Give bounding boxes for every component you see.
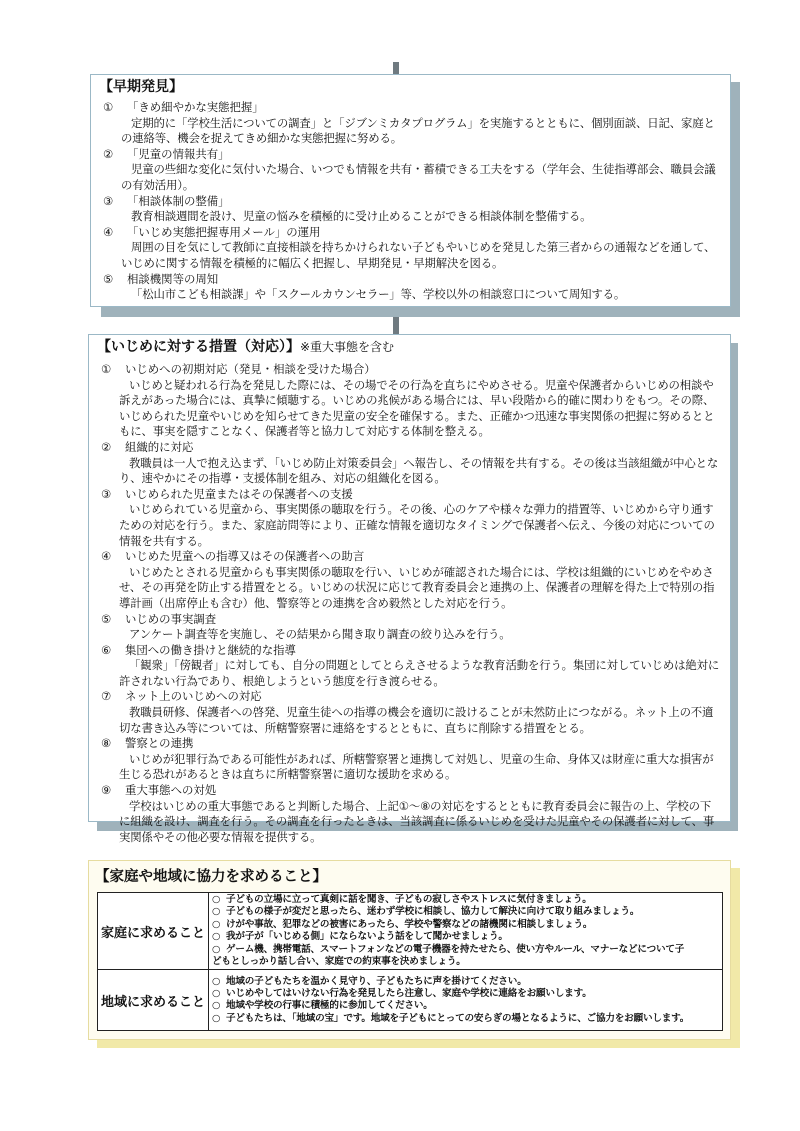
early-detection-items: [103, 100, 722, 303]
item-number: ②: [101, 439, 112, 454]
item-body: 児童の些細な変化に気付いた場合、いつでも情報を共有・蓄積できる工夫をする（学年会、生徒指導部会、職員会議の有効活用）。: [121, 162, 716, 192]
item-number: ④: [103, 224, 114, 239]
list-item-text: 子どもの様子が変だと思ったら、迷わず学校に相談し、協力して解決に向けて取り組みましょう。: [226, 906, 640, 918]
cooperation-panel: [88, 860, 731, 1040]
item-number: ⑨: [101, 783, 112, 798]
home-list: [209, 893, 723, 970]
item-heading: [103, 147, 722, 163]
item-number: ③: [103, 193, 114, 208]
list-item-text: 子どもの立場に立って真剣に話を聞き、子どもの寂しさやストレスに気付きましょう。: [226, 894, 592, 905]
list-item: [212, 894, 719, 906]
item-heading: [103, 272, 722, 288]
item-body: 教育相談週間を設け、児童の悩みを積極的に受け止めることができる相談体制を整備する。: [131, 209, 592, 224]
early-detection-title: 【早期発見】: [99, 79, 183, 95]
list-item-text: ゲーム機、携帯電話、スマートフォンなどの電子機器を持たせたら、使い方やルール、マナーなどについて子: [226, 943, 685, 955]
item-number: ⑤: [103, 271, 114, 286]
item-number: ④: [101, 549, 112, 564]
item-heading: [101, 689, 722, 705]
item-heading: [103, 225, 722, 241]
item-number: ⑧: [101, 736, 112, 751]
item-body: 教職員は一人で抱え込まず、「いじめ防止対策委員会」へ報告し、その情報を共有する。その後は当該組織が中心となり、速やかにその指導・支援体制を組み、対応の組織化を図る。: [119, 455, 719, 486]
item-number: ③: [101, 486, 112, 501]
item-heading-text: 「きめ細やかな実態把握」: [127, 100, 264, 114]
home-label: 家庭に求めること: [98, 893, 209, 970]
item-body: いじめが犯罪行為である可能性があれば、所轄警察署と連携して対処し、児童の生命、身体又は財産に重大な損害が生じる恐れがあるときは直ちに所轄警察署に適切な援助を求める。: [119, 751, 714, 782]
item-number: ⑦: [101, 689, 112, 704]
list-item-text: 地域の子どもたちを温かく見守り、子どもたちに声を掛けてください。: [226, 975, 527, 987]
list-item: [212, 906, 719, 918]
response-items: [101, 362, 722, 845]
item-body: アンケート調査等を実施し、その結果から聞き取り調査の絞り込みを行う。: [129, 627, 511, 642]
list-item: [212, 988, 719, 1000]
item-body: 学校はいじめの重大事態であると判断した場合、上記①～⑧の対応をするとともに教育委員会に報告の上、学校の下に組織を設け、調査を行う。その調査を行ったときは、当該調査に係るいじめを受けた児童やその保護者に対して、事実関係やその他必要な情報を提供する。: [119, 798, 715, 844]
item-body: いじめられている児童から、事実関係の聴取を行う。その後、心のケアや様々な弾力的措置等、いじめから守り通すための対応を行う。また、家庭訪問等により、正確な情報を適切なタイミングで保護者へ伝え、今後の対応についての情報を共有する。: [119, 502, 715, 548]
bullet-mark: ○: [212, 988, 221, 1000]
item-heading-text: 組織的に対応: [125, 439, 194, 454]
item-heading-text: ネット上のいじめへの対応: [125, 689, 262, 704]
item-number: ①: [101, 362, 112, 376]
item-heading-text: 相談機関等の周知: [127, 271, 219, 286]
item-heading-text: いじめられた児童またはその保護者への支援: [125, 486, 353, 501]
item-number: ⑥: [101, 642, 112, 657]
community-label: 地域に求めること: [98, 970, 209, 1031]
item-heading-text: 重大事態への対処: [125, 783, 217, 798]
response-panel: [88, 334, 731, 844]
list-item: [212, 944, 719, 956]
list-item: [212, 931, 719, 943]
list-item-text: 子どもたちは、「地域の宝」です。地域を子どもにとっての安らぎの場となるように、ご協力をお願いします。: [226, 1012, 690, 1024]
bullet-mark: ○: [212, 1012, 221, 1024]
item-heading: [101, 487, 722, 503]
item-heading: [103, 100, 722, 116]
list-item-text: 地域や学校の行事に積極的に参加してください。: [226, 1000, 433, 1012]
bullet-mark: ○: [212, 1000, 221, 1012]
community-row: [98, 970, 723, 1031]
item-heading: [101, 783, 722, 799]
item-heading-text: いじめた児童への指導又はその保護者への助言: [125, 549, 365, 564]
item-heading: [103, 194, 722, 210]
item-body: いじめと疑われる行為を発見した際には、その場でその行為を直ちにやめさせる。児童や保護者からいじめの相談や訴えがあった場合には、真摯に傾聴する。いじめの兆候がある場合には、早い段階から的確に関わりをもつ。その際、いじめられた児童やいじめを知らせてきた児童の安全を確保する。また、正確かつ迅速な事実関係の把握に努めるとともに、事実を隠すことなく、保護者等と協力して対応する体制を整える。: [119, 377, 715, 439]
item-body: いじめたとされる児童からも事実関係の聴取を行い、いじめが確認された場合には、学校は組織的にいじめをやめさせ、その再発を防止する措置をとる。いじめの状況に応じて教育委員会と連携の上、保護者の理解を得た上で特別の指導計画（出席停止も含む）他、警察等との連携を含め毅然とした対応を行う。: [119, 564, 715, 610]
cooperation-table: [97, 892, 723, 1031]
item-body: 「観衆」「傍観者」に対しても、自分の問題としてとらえさせるような教育活動を行う。集団に対していじめは絶対に許されない行為であり、根絶しようという態度を行き渡らせる。: [119, 658, 720, 688]
item-heading-text: 「児童の情報共有」: [127, 146, 230, 161]
item-body: 周囲の目を気にして教師に直接相談を持ちかけられない子どもやいじめを発見した第三者からの通報などを通して、いじめに関する情報を積極的に幅広く把握し、早期発見・早期解決を図る。: [121, 240, 716, 270]
bullet-mark: ○: [212, 975, 221, 987]
bullet-mark: ○: [212, 943, 221, 955]
item-heading: [101, 736, 722, 752]
bullet-mark: ○: [212, 931, 221, 943]
response-title: 【いじめに対する措置（対応）】: [97, 339, 300, 355]
item-heading: [101, 643, 722, 659]
item-heading: [101, 612, 722, 628]
list-item-text: けがや事故、犯罪などの被害にあったら、学校や警察などの諸機関に相談しましょう。: [226, 918, 593, 930]
item-heading-text: 警察との連携: [125, 736, 194, 751]
list-item: [212, 919, 719, 931]
list-item-continuation: どもとしっかり話し合い、家庭での約束事を決めましょう。: [212, 956, 466, 968]
item-number: ②: [103, 146, 114, 161]
list-item-text: 我が子が「いじめる側」にならないよう話をして聞かせましょう。: [226, 931, 508, 943]
response-title-line: [97, 338, 394, 356]
home-row: [98, 893, 723, 970]
item-heading-text: 「相談体制の整備」: [127, 193, 230, 208]
item-heading-text: 「いじめ実態把握専用メール」の運用: [127, 224, 321, 239]
item-body: 「松山市こども相談課」や「スクールカウンセラー」等、学校以外の相談窓口について周知する。: [131, 287, 626, 302]
list-item-text: いじめやしてはいけない行為を発見したら注意し、家庭や学校に連絡をお願いします。: [226, 988, 592, 1000]
bullet-mark: ○: [212, 906, 221, 918]
item-number: ①: [103, 100, 114, 114]
community-list: [209, 970, 723, 1031]
item-number: ⑤: [101, 611, 112, 626]
list-item: [212, 1013, 719, 1025]
response-title-note: ※重大事態を含む: [300, 340, 395, 354]
item-heading: [101, 440, 722, 456]
item-heading-text: 集団への働き掛けと継続的な指導: [125, 642, 296, 657]
item-body: 教職員研修、保護者への啓発、児童生徒への指導の機会を適切に設けることが未然防止につながる。ネット上の不適切な書き込み等については、所轄警察署に連絡をするとともに、直ちに削除する措置をとる。: [119, 705, 714, 735]
bullet-mark: ○: [212, 918, 221, 930]
list-item: [212, 1000, 719, 1012]
item-heading-text: いじめの事実調査: [125, 611, 217, 626]
item-heading: [101, 549, 722, 565]
cooperation-title: 【家庭や地域に協力を求めること】: [95, 869, 327, 885]
item-body: 定期的に「学校生活についての調査」と「ジブンミカタプログラム」を実施するとともに、個別面談、日記、家庭との連絡等、機会を捉えてきめ細かな実態把握に努める。: [121, 115, 715, 146]
bullet-mark: ○: [212, 894, 221, 905]
list-item: [212, 976, 719, 988]
early-detection-panel: [90, 74, 731, 307]
item-heading: [101, 362, 722, 378]
item-heading-text: いじめへの初期対応（発見・相談を受けた場合）: [125, 362, 376, 376]
